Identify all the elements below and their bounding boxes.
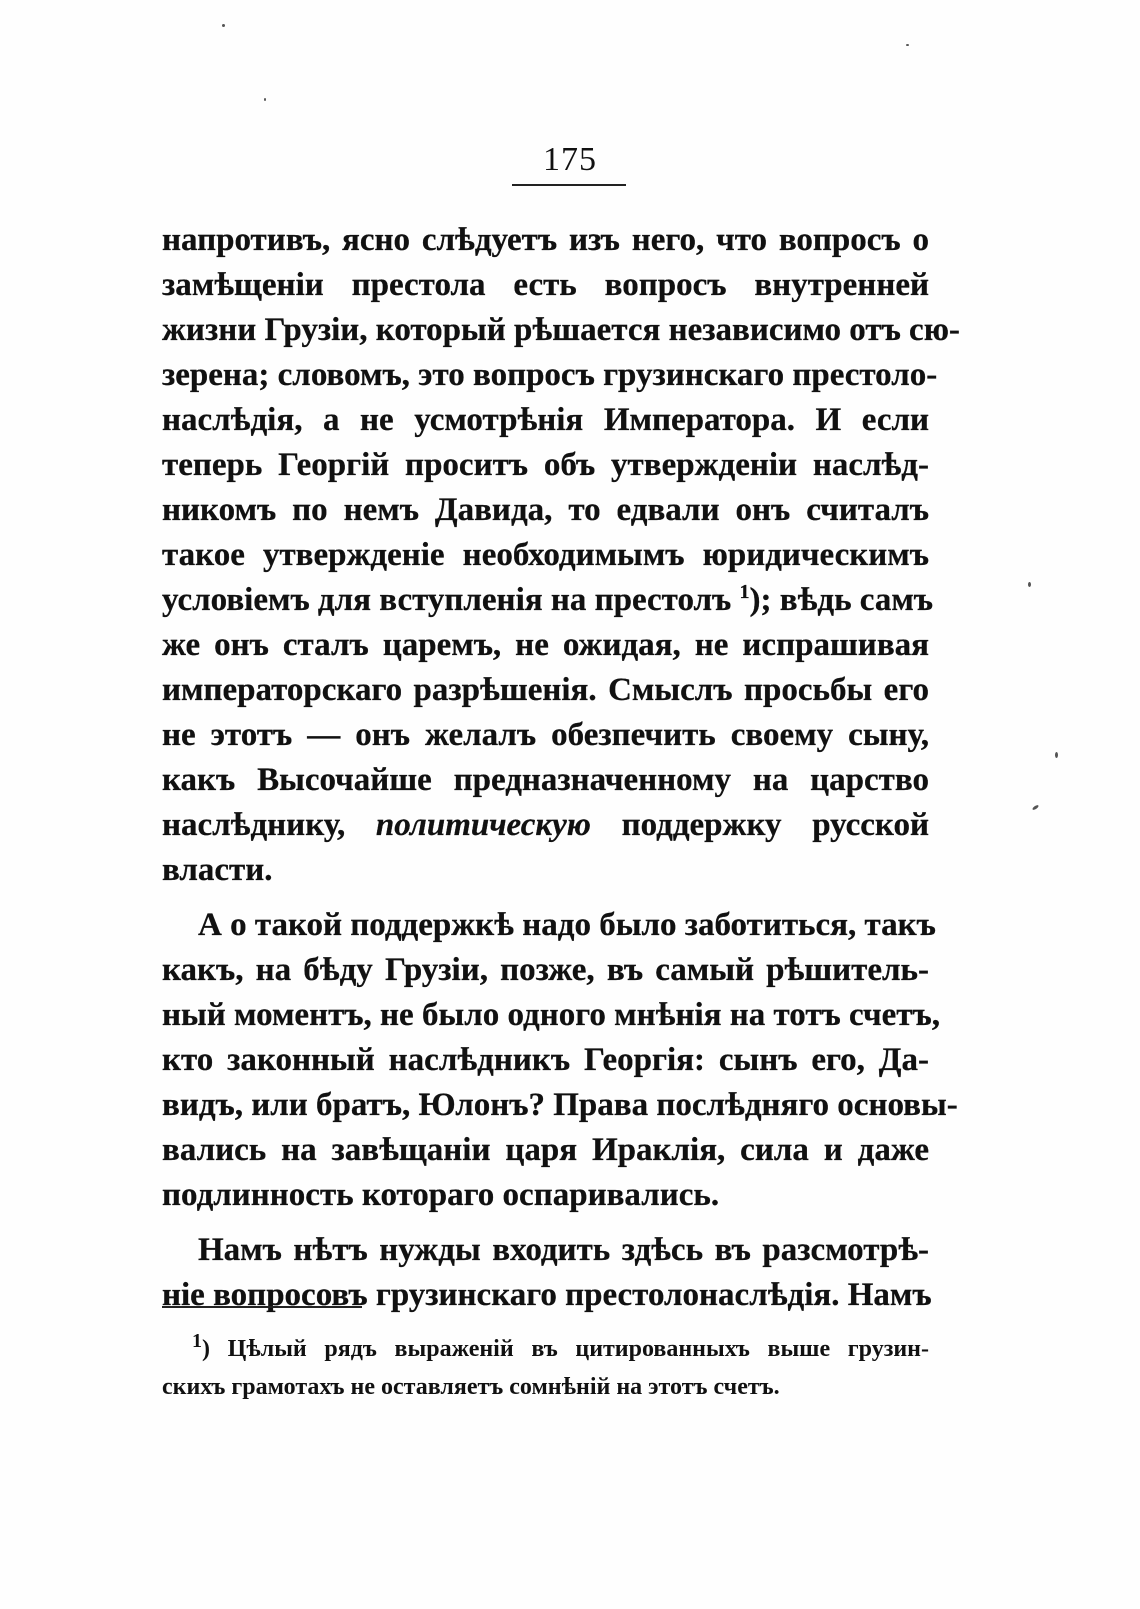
footnote-reference[interactable]: 1: [739, 581, 750, 603]
text-line: замѣщенiи престола есть вопросъ внутренней: [162, 267, 929, 303]
text-line: какъ, на бѣду Грузiи, позже, въ самый рѣшитель-: [162, 952, 929, 988]
text-line-with-footnote-ref: [162, 578, 934, 623]
footnote: [162, 1330, 929, 1406]
text-line: напротивъ, ясно слѣдуетъ изъ него, что вопросъ о: [162, 222, 929, 258]
text-line: теперь Георгiй проситъ объ утвержденiи наслѣд-: [162, 447, 929, 483]
text-segment: наслѣднику,: [162, 807, 376, 843]
text-line: такое утвержденiе необходимымъ юридическимъ: [162, 537, 929, 573]
footnote-line: [162, 1330, 929, 1368]
text-line: какъ Высочайше предназначенному на царство: [162, 762, 929, 798]
scan-speck: [1055, 752, 1058, 758]
text-line: подлинность котораго оспаривались.: [162, 1177, 720, 1213]
scan-speck: [264, 98, 266, 101]
footnote-text: ) Цѣлый рядъ выраженiй въ цитированныхъ выше грузин-: [202, 1336, 929, 1362]
text-line: же онъ сталъ царемъ, не ожидая, не испрашивая: [162, 627, 929, 663]
text-line: Намъ нѣтъ нужды входить здѣсь въ разсмотрѣ-: [198, 1232, 929, 1268]
text-line: власти.: [162, 852, 273, 888]
scan-speck: [222, 24, 225, 27]
text-line: вались на завѣщанiи царя Ираклiя, сила и даже: [162, 1132, 929, 1168]
text-line-with-italic: [162, 803, 929, 848]
text-line: А о такой поддержкѣ надо было заботиться, такъ: [198, 907, 936, 943]
scan-speck: [906, 44, 909, 46]
main-text: [162, 218, 960, 1318]
italic-emphasis: политическую: [375, 807, 591, 843]
footnote-rule: [162, 1306, 362, 1308]
text-line: видъ, или братъ, Юлонъ? Права послѣдняго основы-: [162, 1087, 958, 1123]
scan-speck: [1032, 804, 1039, 810]
header-rule: [512, 184, 626, 186]
text-segment: условiемъ для вступленiя на престолъ: [162, 582, 740, 618]
text-line: наслѣдiя, а не усмотрѣнiя Императора. И если: [162, 402, 929, 438]
text-line: кто законный наслѣдникъ Георгiя: сынъ его, Да-: [162, 1042, 929, 1078]
footnote-marker: 1: [192, 1330, 202, 1352]
text-line: императорскаго разрѣшенiя. Смыслъ просьбы его: [162, 672, 929, 708]
text-line: не этотъ — онъ желалъ обезпечить своему сыну,: [162, 717, 929, 753]
scan-speck: [1028, 582, 1031, 587]
text-line: зерена; словомъ, это вопросъ грузинскаго престоло-: [162, 357, 938, 393]
page-number: 175: [543, 141, 597, 178]
text-segment: поддержку русской: [590, 807, 929, 843]
text-segment: ); вѣдь самъ: [749, 582, 934, 618]
text-line: ный моментъ, не было одного мнѣнiя на тотъ счетъ,: [162, 997, 940, 1033]
footnote-line: скихъ грамотахъ не оставляетъ сомнѣнiй на этотъ счетъ.: [162, 1374, 780, 1400]
text-line: никомъ по немъ Давида, то едвали онъ считалъ: [162, 492, 929, 528]
text-line: жизни Грузiи, который рѣшается независимо отъ сю-: [162, 312, 960, 348]
text-line: нiе вопросовъ грузинскаго престолонаслѣдiя. Намъ: [162, 1277, 932, 1313]
